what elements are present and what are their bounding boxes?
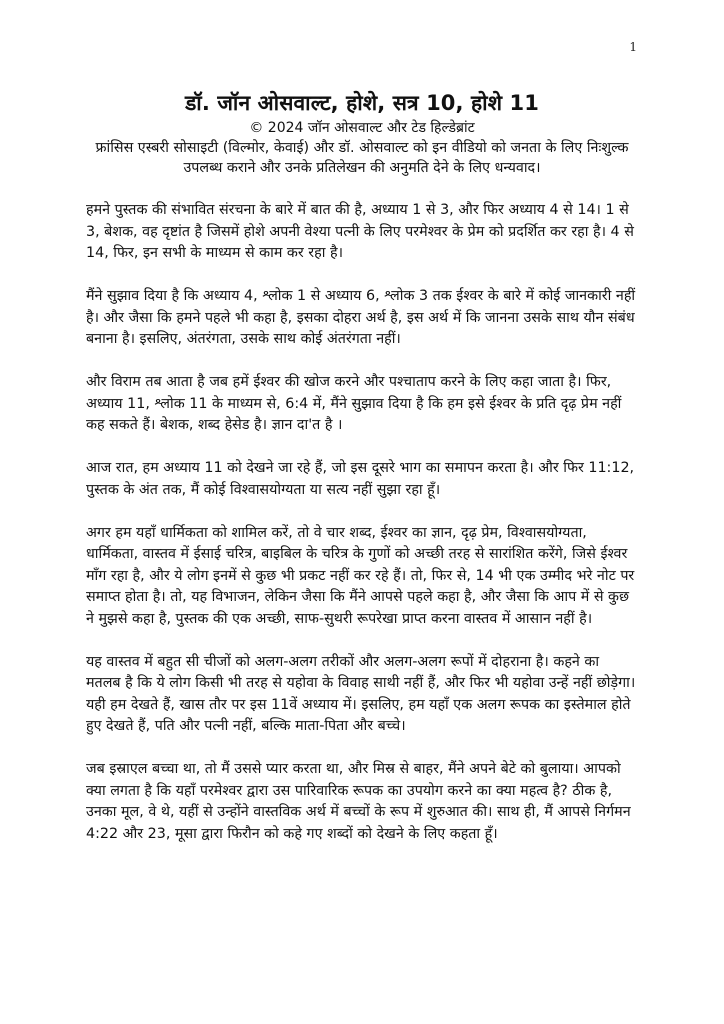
paragraph-4: आज रात, हम अध्याय 11 को देखने जा रहे हैं, जो इस दूसरे भाग का समापन करता है। और फिर 11:12, पुस्तक के अंत तक, मैं कोई विश्वासयोग्यता या सत्य नहीं सुझा रहा हूँ। (86, 460, 635, 498)
paragraph-3: और विराम तब आता है जब हमें ईश्वर की खोज करने और पश्चाताप करने के लिए कहा जाता है। फिर, अध्याय 11, श्लोक 11 के माध्यम से, 6:4 में, मैंने सुझाव दिया है कि हम इसे ईश्वर के प्रति दृढ़ प्रेम नहीं कह सकते हैं। बेशक, शब्द हेसेड है। ज्ञान दा'त है । (86, 374, 622, 433)
copyright-line: © 2024 जॉन ओसवाल्ट और टेड हिल्डेब्रांट (249, 120, 475, 136)
paragraph-7: जब इस्राएल बच्चा था, तो मैं उससे प्यार करता था, और मिस्र से बाहर, मैंने अपने बेटे को बुलाया। आपको क्या लगता है कि यहाँ परमेश्वर द्वारा उस पारिवारिक रूपक का उपयोग करने का क्या महत्व है? ठीक है, उनका मूल, वे थे, यहीं से उन्होंने वास्तविक अर्थ में बच्चों के रूप में शुरुआत की। साथ ही, मैं आपसे निर्गमन 4:22 और 23, मूसा द्वारा फिरौन को कहे गए शब्दों को देखने के लिए कहता हूँ। (86, 761, 631, 842)
paragraph-2: मैंने सुझाव दिया है कि अध्याय 4, श्लोक 1 से अध्याय 6, श्लोक 3 तक ईश्वर के बारे में कोई जानकारी नहीं है। और जैसा कि हमने पहले भी कहा है, इसका दोहरा अर्थ है, इस अर्थ में कि जानना उसके साथ यौन संबंध बनाना है। इसलिए, अंतरंगता, उसके साथ कोई अंतरंगता नहीं। (86, 288, 636, 347)
paragraph-6: यह वास्तव में बहुत सी चीजों को अलग-अलग तरीकों और अलग-अलग रूपों में दोहराना है। कहने का मतलब है कि ये लोग किसी भी तरह से यहोवा के विवाह साथी नहीं हैं, और फिर भी यहोवा उन्हें नहीं छोड़ेगा। यही हम देखते हैं, खास तौर पर इस 11वें अध्याय में। इसलिए, हम यहाँ एक अलग रूपक का इस्तेमाल होते हुए देखते हैं, पति और पत्नी नहीं, बल्कि माता-पिता और बच्चे। (86, 653, 636, 734)
page-number: 1 (629, 40, 637, 54)
page-title: डॉ. जॉन ओसवाल्ट, होशे, सत्र 10, होशे 11 (185, 91, 539, 115)
paragraph-5: अगर हम यहाँ धार्मिकता को शामिल करें, तो वे चार शब्द, ईश्वर का ज्ञान, दृढ़ प्रेम, विश्वासयोग्यता, धार्मिकता, वास्तव में ईसाई चरित्र, बाइबिल के चरित्र के गुणों को अच्छी तरह से सारांशित करेंगे, जिसे ईश्वर माँग रहा है, और ये लोग इनमें से कुछ भी प्रकट नहीं कर रहे हैं। तो, फिर से, 14 भी एक उम्मीद भरे नोट पर समाप्त होता है। तो, यह विभाजन, लेकिन जैसा कि मैंने आपसे पहले कहा है, और जैसा कि आप में से कुछ ने मुझसे कहा है, पुस्तक की एक अच्छी, साफ-सुथरी रूपरेखा प्राप्त करना वास्तव में आसान नहीं है। (86, 524, 635, 627)
document-header (86, 88, 638, 178)
body-text (86, 200, 638, 867)
paragraph-1: हमने पुस्तक की संभावित संरचना के बारे में बात की है, अध्याय 1 से 3, और फिर अध्याय 4 से 14। 1 से 3, बेशक, वह दृष्टांत है जिसमें होशे अपनी वेश्या पत्नी के लिए परमेश्वर के प्रेम को प्रदर्शित कर रहा है। 4 से 14, फिर, इन सभी के माध्यम से काम कर रहा है। (86, 202, 634, 261)
acknowledgement: फ्रांसिस एस्बरी सोसाइटी (विल्मोर, केवाई) और डॉ. ओसवाल्ट को इन वीडियो को जनता के लिए निःशुल्क उपलब्ध कराने और उनके प्रतिलेखन की अनुमति देने के लिए धन्यवाद। (95, 140, 629, 176)
